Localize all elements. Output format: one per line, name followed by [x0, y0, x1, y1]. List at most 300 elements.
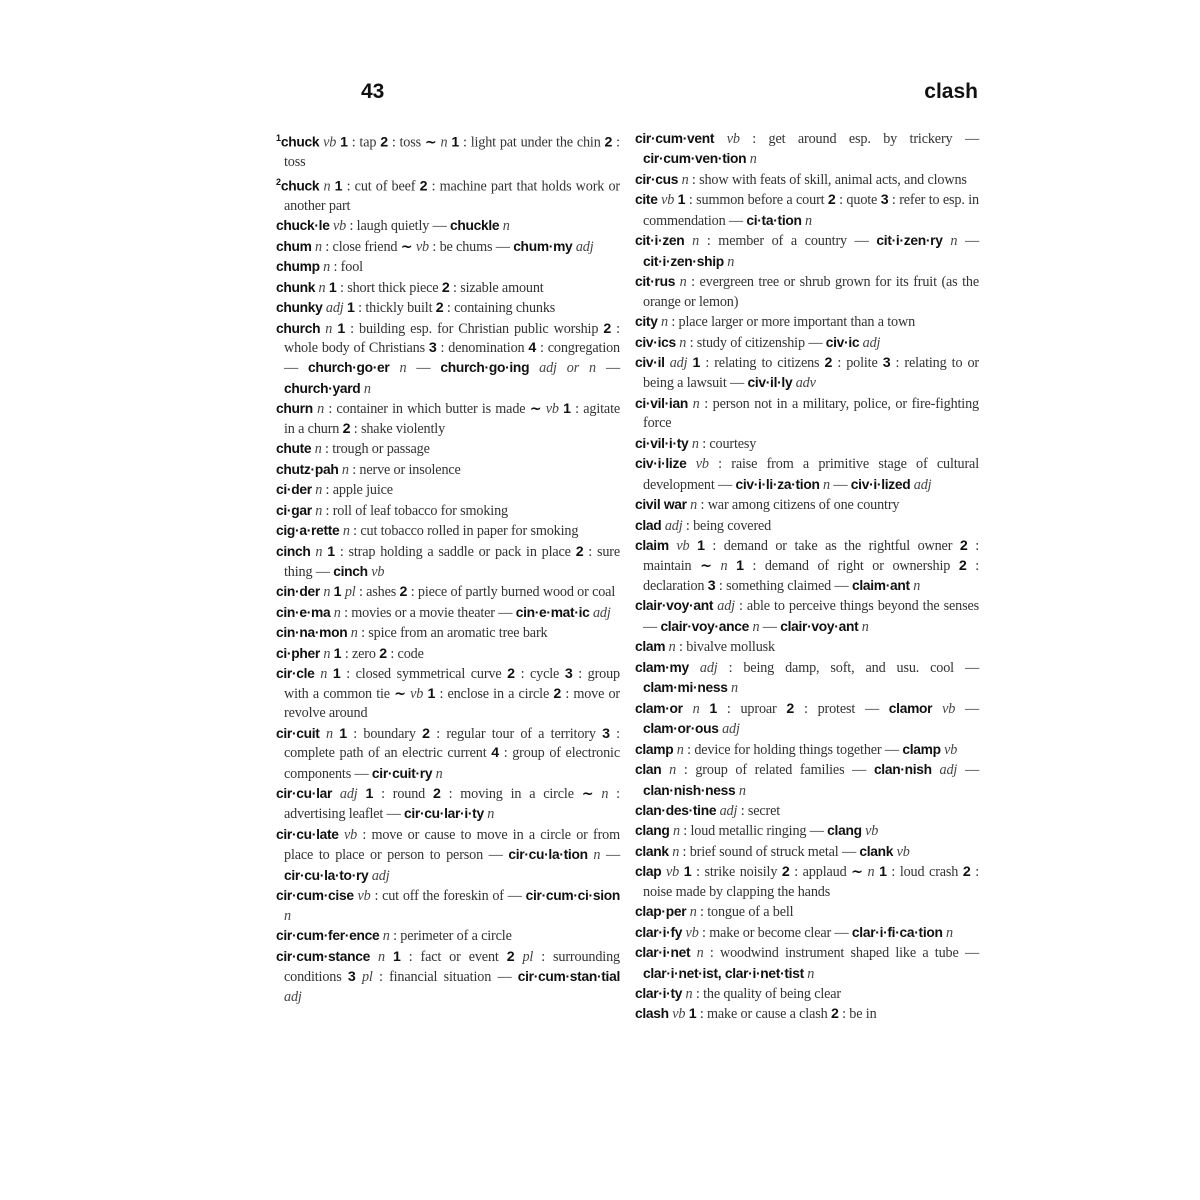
sense-number: 2 — [781, 864, 790, 881]
part-of-speech: adj — [339, 785, 358, 802]
sense-number: 1 — [427, 685, 436, 702]
part-of-speech: n — [440, 134, 448, 151]
part-of-speech: vb — [323, 134, 337, 151]
sense-number: 1 — [332, 666, 341, 683]
sense-number: 1 — [327, 543, 335, 560]
part-of-speech: pl — [522, 948, 534, 965]
run-on-word: clam·mi·ness — [643, 680, 728, 696]
dictionary-entry-clarify: clar·i·fy vb : make or become clear — clar·i·fi·ca·tion n — [635, 924, 953, 941]
sense-number: 1 — [736, 557, 744, 574]
part-of-speech: n — [318, 279, 326, 296]
run-on-word: church·go·er — [308, 360, 390, 376]
part-of-speech: n — [691, 435, 699, 452]
dictionary-entry-church: church n 1 : building esp. for Christian public worship 2 : whole body of Christians 3 : denomination 4 : congregation — church·go·er n — church·go·ing adj or n — church·yard n — [276, 320, 620, 397]
part-of-speech: n — [749, 151, 757, 168]
sense-number: 3 — [602, 725, 610, 742]
part-of-speech: adj — [371, 867, 390, 884]
part-of-speech: vb — [896, 843, 910, 860]
part-of-speech: adj — [913, 476, 932, 493]
dictionary-entry-clam: clam n : bivalve mollusk — [635, 639, 775, 656]
run-on-word: clar·i·fi·ca·tion — [851, 924, 943, 940]
part-of-speech: n — [752, 618, 760, 635]
dictionary-entry-circle: cir·cle n 1 : closed symmetrical curve 2 : cycle 3 : group with a common tie ~ vb 1 : enclose in a circle 2 : move or revolve around — [276, 666, 621, 722]
headword: cir·cu·late — [276, 826, 339, 842]
part-of-speech: n — [502, 218, 510, 235]
sense-number: 1 — [683, 864, 692, 881]
part-of-speech: n — [315, 238, 322, 255]
run-on-word: cir·cum·ven·tion — [643, 151, 747, 167]
dictionary-entry-cinema: cin·e·ma n : movies or a movie theater — cin·e·mat·ic adj — [276, 604, 611, 621]
headword: clair·voy·ant — [635, 598, 714, 614]
dictionary-entry-cigarette: cig·a·rette n : cut tobacco rolled in paper for smoking — [276, 523, 579, 540]
dictionary-entry-circumvent: cir·cum·vent vb : get around esp. by trickery — cir·cum·ven·tion n — [635, 131, 979, 168]
headword: clash — [635, 1006, 669, 1022]
headword: chum — [276, 238, 312, 254]
part-of-speech: vb — [332, 218, 347, 235]
part-of-speech: vb — [661, 192, 675, 209]
headword: clap·per — [635, 904, 687, 920]
sense-number: 2 — [830, 1006, 839, 1023]
dictionary-entry-civilize: civ·i·lize vb : raise from a primitive stage of cultural development — civ·i·li·za·tion n — civ·i·lized adj — [635, 456, 979, 493]
run-on-word: civ·ic — [825, 334, 860, 350]
homograph-number: 1 — [276, 133, 281, 143]
headword: ci·pher — [276, 645, 320, 661]
part-of-speech: n — [805, 212, 812, 229]
run-on-word: church·go·ing — [440, 360, 530, 376]
dictionary-entry-clairvoyant: clair·voy·ant adj : able to perceive things beyond the senses — clair·voy·ance n — clair·voy·ant n — [635, 598, 979, 635]
dictionary-entry-circular: cir·cu·lar adj 1 : round 2 : moving in a circle ~ n : advertising leaflet — cir·cu·lar·i·ty n — [276, 785, 620, 823]
headword: cig·a·rette — [276, 523, 340, 539]
headword: chunk — [276, 279, 316, 295]
part-of-speech: n — [399, 360, 407, 377]
part-of-speech: n — [672, 843, 680, 860]
part-of-speech: vb — [666, 864, 680, 881]
sense-number: 2 — [824, 354, 833, 371]
sense-number: 3 — [707, 577, 716, 594]
dictionary-entry-clamp: clamp n : device for holding things together — clamp vb — [635, 741, 958, 758]
headword: clan — [635, 762, 662, 778]
sense-number: 1 — [328, 279, 337, 296]
run-on-word: clan·nish — [873, 762, 932, 778]
dictionary-entry-cite: cite vb 1 : summon before a court 2 : quote 3 : refer to esp. in commendation — ci·ta·tion n — [635, 192, 979, 229]
part-of-speech: n — [692, 395, 700, 412]
headword: cit·i·zen — [635, 233, 685, 249]
dictionary-entry-clank: clank n : brief sound of struck metal — clank vb — [635, 843, 910, 860]
part-of-speech: n — [601, 785, 609, 802]
part-of-speech: vb — [865, 823, 879, 840]
dictionary-entry-civics: civ·ics n : study of citizenship — civ·ic adj — [635, 334, 881, 351]
dictionary-entry-circumference: cir·cum·fer·ence n : perimeter of a circle — [276, 928, 512, 945]
part-of-speech: vb — [672, 1006, 686, 1023]
headword: clan·des·tine — [635, 802, 717, 818]
sense-number: 2 — [379, 645, 387, 662]
headword: chutz·pah — [276, 461, 339, 477]
headword: cir·cuit — [276, 725, 320, 741]
sense-number: 2 — [786, 700, 795, 717]
part-of-speech: adj — [592, 604, 611, 621]
sense-number: 4 — [528, 340, 537, 356]
sense-number: 2 — [604, 134, 613, 151]
part-of-speech: n — [823, 476, 830, 493]
headword: civ·i·lize — [635, 456, 687, 472]
sense-number: 2 — [959, 538, 968, 555]
dictionary-entry-clan: clan n : group of related families — clan·nish adj — clan·nish·ness n — [635, 762, 979, 799]
part-of-speech: n — [342, 523, 350, 540]
dictionary-entry-civilian: ci·vil·ian n : person not in a military, police, or fire-fighting force — [635, 395, 979, 432]
sense-number: 2 — [435, 300, 444, 317]
sense-number: 2 — [553, 685, 562, 702]
part-of-speech: vb — [942, 700, 956, 717]
sense-number: 1 — [709, 700, 718, 717]
part-of-speech: vb — [676, 538, 690, 555]
part-of-speech: vb — [357, 888, 371, 905]
sense-number: 1 — [451, 134, 460, 151]
dictionary-entry-clammy: clam·my adj : being damp, soft, and usu. cool — clam·mi·ness n — [635, 659, 980, 697]
sense-number: 1 — [677, 192, 686, 209]
run-on-word: clar·i·net·ist, clar·i·net·tist — [643, 965, 804, 981]
sense-number: 3 — [564, 666, 573, 683]
part-of-speech: n — [333, 604, 341, 621]
part-of-speech: n — [660, 314, 668, 331]
headword: chump — [276, 259, 320, 275]
part-of-speech: n — [685, 986, 693, 1003]
sense-number: 3 — [882, 354, 891, 371]
sense-number: 2 — [380, 134, 388, 151]
dictionary-entry-civil: civ·il adj 1 : relating to citizens 2 : polite 3 : relating to or being a lawsuit — civ·il·ly adv — [635, 354, 979, 392]
part-of-speech: n — [727, 253, 735, 270]
headword: ci·der — [276, 482, 312, 498]
dictionary-entry-citrus: cit·rus n : evergreen tree or shrub grown for its fruit (as the orange or lemon) — [635, 274, 979, 310]
dictionary-entry-clandestine: clan·des·tine adj : secret — [635, 802, 781, 819]
part-of-speech: n — [679, 334, 687, 351]
sense-number: 3 — [347, 969, 356, 986]
sense-number: 2 — [603, 320, 612, 337]
run-on-word: clamp — [902, 741, 941, 757]
part-of-speech: vb — [371, 563, 385, 580]
dictionary-entry-civility: ci·vil·i·ty n : courtesy — [635, 435, 757, 452]
swung-dash: ~ — [424, 134, 437, 151]
dictionary-entry-city: city n : place larger or more important than a town — [635, 314, 916, 331]
headword: clap — [635, 864, 662, 880]
part-of-speech: pl — [361, 969, 373, 986]
headword: cite — [635, 192, 658, 208]
part-of-speech: n — [315, 482, 323, 499]
sense-number: 1 — [879, 864, 887, 881]
part-of-speech: adj — [722, 721, 740, 738]
sense-number: 1 — [333, 584, 342, 601]
part-of-speech: n — [720, 557, 728, 574]
dictionary-entry-clarinet: clar·i·net n : woodwind instrument shaped like a tube — clar·i·net·ist, clar·i·net·tist n — [635, 945, 979, 982]
sense-number: 2 — [419, 178, 428, 195]
run-on-word: cit·i·zen·ship — [643, 253, 724, 269]
dictionary-entry-cider: ci·der n : apple juice — [276, 482, 393, 499]
part-of-speech: n — [913, 577, 921, 594]
part-of-speech: n — [593, 847, 601, 864]
homograph-number: 2 — [276, 176, 281, 187]
part-of-speech: n — [696, 945, 704, 962]
part-of-speech: n — [382, 928, 390, 945]
part-of-speech: n — [669, 762, 677, 779]
run-on-word: clang — [827, 823, 862, 839]
part-of-speech: n — [314, 441, 322, 458]
sense-number: 2 — [507, 666, 515, 683]
dictionary-entry-clapper: clap·per n : tongue of a bell — [635, 904, 794, 921]
part-of-speech: vb — [695, 456, 709, 473]
part-of-speech: vb — [410, 685, 424, 702]
part-of-speech: n — [325, 725, 333, 742]
headword: civil war — [635, 497, 687, 513]
sense-number: 1 — [688, 1006, 697, 1023]
dictionary-entry-claim: claim vb 1 : demand or take as the rightful owner 2 : maintain ~ n 1 : demand of right or ownership 2 : declaration 3 : something claimed — claim·ant n — [635, 538, 980, 594]
run-on-word: civ·il·ly — [747, 375, 793, 391]
part-of-speech: vb — [726, 131, 740, 147]
headword: cin·na·mon — [276, 625, 348, 641]
run-on-word: clair·voy·ant — [780, 618, 859, 634]
part-of-speech: n — [861, 618, 869, 635]
swung-dash: ~ — [400, 238, 413, 255]
dictionary-entry-chuckle: chuck·le vb : laugh quietly — chuckle n — [276, 218, 510, 235]
part-of-speech: n — [320, 666, 328, 683]
run-on-word: clair·voy·ance — [660, 618, 750, 634]
run-on-word: chuckle — [450, 218, 500, 234]
run-on-word: clamor — [888, 700, 933, 716]
part-of-speech: vb — [685, 924, 699, 941]
headword: cit·rus — [635, 274, 676, 290]
headword: churn — [276, 401, 313, 417]
sense-number: 2 — [342, 420, 351, 437]
headword: cin·e·ma — [276, 604, 331, 620]
part-of-speech: n — [738, 782, 746, 799]
swung-dash: ~ — [529, 401, 542, 418]
part-of-speech: adj — [284, 988, 302, 1005]
sense-number: 1 — [340, 134, 348, 151]
part-of-speech: n — [690, 497, 698, 514]
part-of-speech: n — [323, 645, 331, 662]
dictionary-entry-chum: chum n : close friend ~ vb : be chums — chum·my adj — [276, 238, 594, 255]
dictionary-entry-chump: chump n : fool — [276, 259, 363, 276]
headword: cin·der — [276, 584, 320, 600]
dictionary-entry-clamor: clam·or n 1 : uproar 2 : protest — clamor vb — clam·or·ous adj — [635, 700, 979, 738]
dictionary-entry-chute: chute n : trough or passage — [276, 441, 430, 458]
headword: ci·vil·ian — [635, 395, 688, 411]
part-of-speech: n — [315, 543, 323, 560]
dictionary-entry-chunk: chunk n 1 : short thick piece 2 : sizable amount — [276, 279, 544, 296]
part-of-speech: n — [692, 233, 700, 250]
headword: cir·cum·vent — [635, 131, 715, 146]
part-of-speech: n — [692, 700, 700, 717]
headword: clar·i·fy — [635, 924, 683, 940]
headword: cir·cle — [276, 666, 315, 682]
dictionary-entry-civil-war: civil war n : war among citizens of one country — [635, 497, 900, 514]
run-on-word: cit·i·zen·ry — [876, 233, 943, 249]
run-on-word: cir·cu·la·tion — [508, 847, 588, 863]
sense-number: 2 — [575, 543, 584, 560]
dictionary-entry-cinder: cin·der n 1 pl : ashes 2 : piece of partly burned wood or coal — [276, 584, 616, 601]
part-of-speech: n — [317, 401, 325, 418]
part-of-speech: n — [350, 625, 358, 642]
part-of-speech: pl — [344, 584, 356, 601]
headword: clam·my — [635, 659, 689, 675]
part-of-speech: adv — [795, 375, 816, 392]
run-on-word: ci·ta·tion — [746, 212, 802, 228]
part-of-speech: adj — [669, 354, 688, 371]
part-of-speech: n — [315, 502, 323, 519]
headword: clad — [635, 517, 662, 533]
headword: claim — [635, 538, 669, 554]
part-of-speech: adj or n — [539, 360, 596, 377]
dictionary-entry-churn: churn n : container in which butter is made ~ vb 1 : agitate in a churn 2 : shake violently — [276, 401, 621, 437]
headword: cir·cus — [635, 171, 679, 187]
sense-number: 2 — [962, 864, 971, 881]
run-on-word: chum·my — [513, 238, 573, 254]
part-of-speech: n — [681, 171, 689, 188]
sense-number: 2 — [506, 948, 515, 965]
sense-number: 1 — [339, 725, 347, 742]
headword: ci·gar — [276, 502, 312, 518]
part-of-speech: vb — [343, 826, 358, 843]
run-on-word: cin·e·mat·ic — [515, 604, 590, 620]
dictionary-entry-circulate: cir·cu·late vb : move or cause to move in a circle or from place to place or person to person — cir·cu·la·tion n — cir·cu·la·to·ry adj — [276, 826, 620, 884]
headword: church — [276, 320, 321, 336]
part-of-speech: n — [731, 680, 738, 697]
part-of-speech: vb — [944, 741, 958, 758]
dictionary-entry-citizen: cit·i·zen n : member of a country — cit·i·zen·ry n — cit·i·zen·ship n — [635, 233, 980, 270]
part-of-speech: n — [668, 639, 676, 656]
headword: ci·vil·i·ty — [635, 435, 689, 451]
sense-number: 2 — [422, 725, 430, 742]
sense-number: 1 — [347, 300, 355, 317]
headword: clam — [635, 639, 666, 655]
part-of-speech: n — [323, 178, 331, 195]
sense-number: 1 — [365, 785, 374, 802]
dictionary-entry-clash: clash vb 1 : make or cause a clash 2 : be in — [635, 1006, 877, 1023]
dictionary-entry-circumcise: cir·cum·cise vb : cut off the foreskin of — cir·cum·ci·sion n — [276, 888, 620, 924]
dictionary-entry-cinnamon: cin·na·mon n : spice from an aromatic tree bark — [276, 625, 548, 642]
headword: clam·or — [635, 700, 683, 716]
sense-number: 2 — [827, 192, 836, 209]
dictionary-entry-cipher: ci·pher n 1 : zero 2 : code — [276, 645, 424, 662]
dictionary-entry-cinch: cinch n 1 : strap holding a saddle or pack in place 2 : sure thing — cinch vb — [276, 543, 620, 580]
dictionary-entry-circuit: cir·cuit n 1 : boundary 2 : regular tour of a territory 3 : complete path of an electric current 4 : group of electronic components — cir·cuit·ry n — [276, 725, 620, 782]
part-of-speech: n — [323, 584, 331, 601]
run-on-word: cir·cum·ci·sion — [525, 888, 620, 904]
headword: cir·cu·lar — [276, 785, 333, 801]
part-of-speech: n — [487, 806, 495, 823]
run-on-word: cir·cuit·ry — [371, 765, 433, 781]
run-on-word: cir·cu·lar·i·ty — [404, 806, 484, 822]
run-on-word: civ·i·lized — [850, 476, 911, 492]
sense-number: 2 — [441, 279, 450, 296]
dictionary-entry-chutzpah: chutz·pah n : nerve or insolence — [276, 461, 461, 478]
run-on-word: clan·nish·ness — [643, 782, 736, 798]
part-of-speech: n — [377, 948, 385, 965]
part-of-speech: n — [672, 823, 680, 840]
sense-number: 3 — [428, 340, 437, 356]
sense-number: 2 — [958, 557, 967, 574]
dictionary-entry-clad: clad adj : being covered — [635, 517, 772, 534]
sense-number: 1 — [337, 320, 346, 337]
run-on-word: church·yard — [284, 380, 361, 396]
headword: clar·i·ty — [635, 986, 683, 1002]
sense-number: 1 — [697, 538, 705, 555]
headword: civ·il — [635, 354, 665, 370]
run-on-word: cir·cu·la·to·ry — [284, 867, 369, 883]
headword: city — [635, 314, 658, 330]
headword: cir·cum·stance — [276, 948, 370, 964]
headword: clang — [635, 823, 670, 839]
dictionary-entry-chunky: chunky adj 1 : thickly built 2 : containing chunks — [276, 300, 556, 317]
headword: chute — [276, 441, 312, 457]
dictionary-entry-circus: cir·cus n : show with feats of skill, animal acts, and clowns — [635, 171, 967, 188]
part-of-speech: n — [676, 741, 684, 758]
sense-number: 1 — [692, 354, 701, 371]
sense-number: 3 — [880, 192, 889, 209]
run-on-word: clam·or·ous — [643, 721, 719, 737]
page-number: 43 — [361, 80, 385, 103]
sense-number: 1 — [333, 645, 342, 662]
part-of-speech: vb — [545, 401, 559, 418]
sense-number: 1 — [563, 401, 571, 418]
part-of-speech: adj — [575, 238, 594, 255]
part-of-speech: n — [807, 965, 815, 982]
headword: cir·cum·fer·ence — [276, 928, 380, 944]
run-on-word: cir·cum·stan·tial — [517, 969, 620, 985]
dictionary-entry-clap: clap vb 1 : strike noisily 2 : applaud ~ n 1 : loud crash 2 : noise made by clapping the hands — [635, 864, 979, 900]
dictionary-entry-clarity: clar·i·ty n : the quality of being clear — [635, 986, 842, 1003]
part-of-speech: n — [689, 904, 697, 921]
run-on-word: claim·ant — [851, 577, 910, 593]
swung-dash: ~ — [851, 864, 863, 881]
part-of-speech: n — [435, 765, 443, 782]
sense-number: 1 — [334, 178, 343, 195]
headword: chuck — [280, 178, 320, 194]
run-on-word: clank — [859, 843, 894, 859]
part-of-speech: adj — [699, 659, 718, 676]
dictionary-entry-circumstance: cir·cum·stance n 1 : fact or event 2 pl : surrounding conditions 3 pl : financial situation — cir·cum·stan·tial adj — [276, 948, 620, 1005]
swung-dash: ~ — [581, 785, 594, 802]
headword: clar·i·net — [635, 945, 691, 961]
headword: clank — [635, 843, 669, 859]
dictionary-entry-cigar: ci·gar n : roll of leaf tobacco for smoking — [276, 502, 508, 519]
part-of-speech: n — [946, 924, 953, 941]
part-of-speech: n — [341, 461, 349, 478]
sense-number: 2 — [433, 785, 441, 802]
part-of-speech: n — [679, 274, 687, 291]
part-of-speech: adj — [325, 300, 344, 317]
part-of-speech: n — [284, 907, 291, 924]
run-on-word: cinch — [333, 563, 368, 579]
part-of-speech: n — [363, 380, 371, 397]
dictionary-entry-clang: clang n : loud metallic ringing — clang vb — [635, 823, 879, 840]
headword: cinch — [276, 543, 311, 559]
guide-word: clash — [924, 80, 978, 103]
sense-number: 4 — [491, 745, 499, 762]
swung-dash: ~ — [700, 557, 712, 574]
part-of-speech: n — [323, 259, 331, 276]
left-column — [276, 129, 620, 1007]
sense-number: 2 — [399, 584, 408, 601]
part-of-speech: adj — [717, 598, 735, 615]
part-of-speech: n — [950, 233, 958, 250]
run-on-word: civ·i·li·za·tion — [735, 476, 820, 492]
part-of-speech: adj — [862, 334, 881, 351]
part-of-speech: adj — [664, 517, 683, 534]
headword: clamp — [635, 741, 674, 757]
part-of-speech: n — [325, 320, 333, 337]
headword: chunky — [276, 300, 323, 316]
swung-dash: ~ — [394, 685, 406, 702]
part-of-speech: adj — [939, 762, 958, 779]
